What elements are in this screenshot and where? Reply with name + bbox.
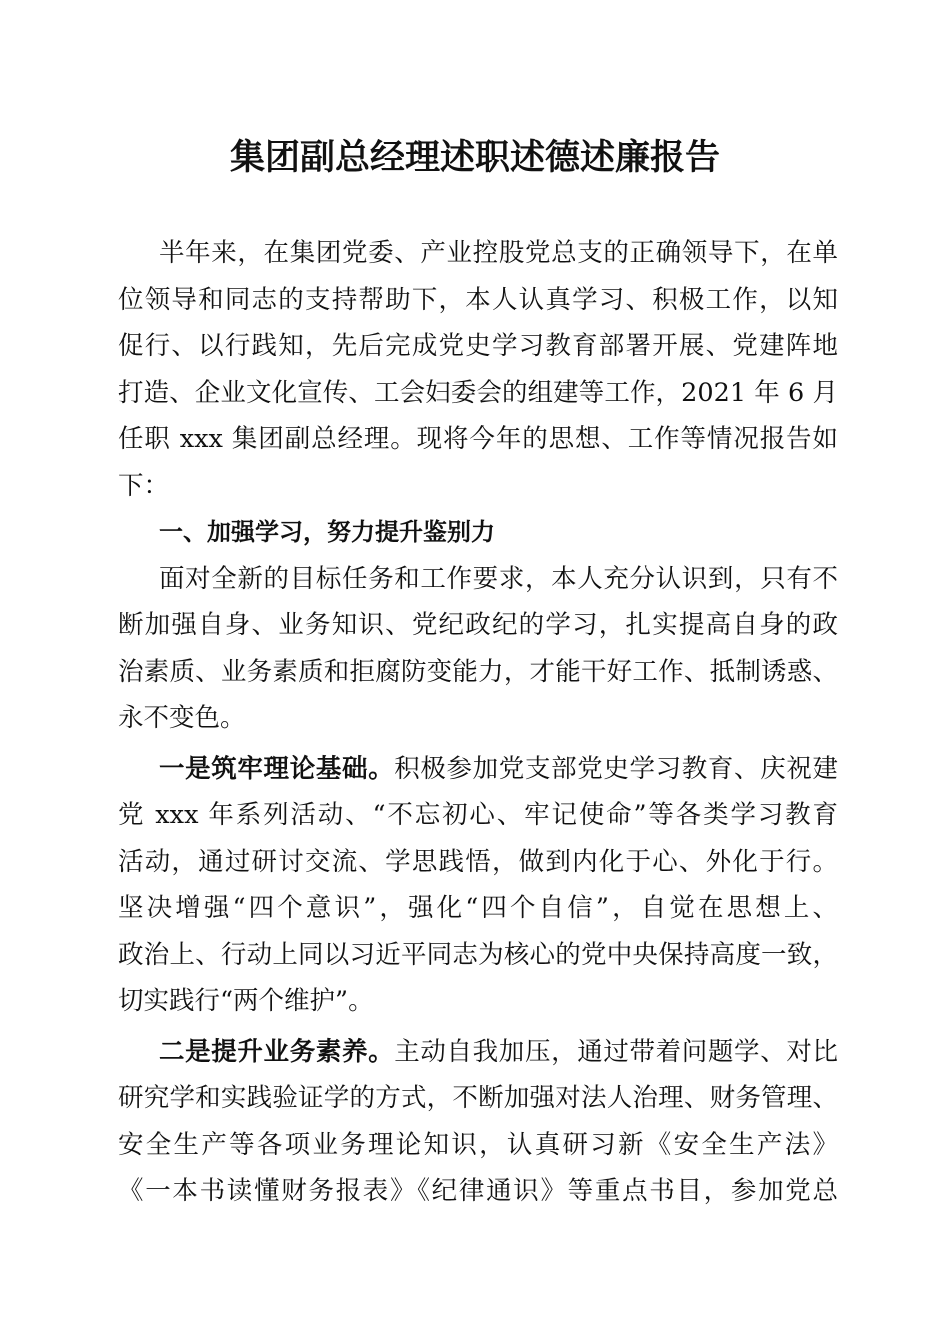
text-line: 政治上、行动上同以习近平同志为核心的党中央保持高度一致， [118,939,838,970]
text-line: 切实践行“两个维护”。 [118,986,374,1016]
paragraph-point-1 [118,746,838,1025]
text-line: 面对全新的目标任务和工作要求，本人充分认识到，只有不 [159,563,838,594]
text-line: 坚决增强“四个意识”，强化“四个自信”，自觉在思想上、 [118,893,838,923]
text-line: 《一本书读懂财务报表》《纪律通识》等重点书目，参加党总 [118,1176,838,1206]
text-line: 治素质、业务素质和拒腐防变能力，才能干好工作、抵制诱惑、 [118,656,838,687]
text-line: 安全生产等各项业务理论知识，认真研习新《安全生产法》 [118,1129,838,1160]
text-line: 党 xxx 年系列活动、“不忘初心、牢记使命”等各类学习教育 [118,800,838,830]
document-body [118,230,838,1215]
text-line: 促行、以行践知，先后完成党史学习教育部署开展、党建阵地 [118,331,838,361]
text-line-rest: 主动自我加压，通过带着问题学、对比 [394,1036,838,1067]
paragraph-intro [118,230,838,509]
text-line: 位领导和同志的支持帮助下，本人认真学习、积极工作，以知 [118,284,838,315]
text-line [118,1029,838,1076]
text-line-rest: 积极参加党支部党史学习教育、庆祝建 [394,753,838,784]
paragraph-section-1-intro [118,556,838,742]
section-heading: 一、加强学习，努力提升鉴别力 [159,518,495,546]
text-line [118,746,838,793]
text-line: 活动，通过研讨交流、学思践悟，做到内化于心、外化于行。 [118,846,838,877]
section-heading-1 [118,509,838,556]
text-line: 下： [118,470,170,501]
text-line: 打造、企业文化宣传、工会妇委会的组建等工作，2021 年 6 月 [118,377,838,408]
paragraph-lead: 二是提升业务素养。 [159,1036,395,1067]
text-line: 研究学和实践验证学的方式，不断加强对法人治理、财务管理、 [118,1083,838,1113]
text-line: 永不变色。 [118,703,246,733]
text-line: 断加强自身、业务知识、党纪政纪的学习，扎实提高自身的政 [118,610,838,640]
text-line: 任职 xxx 集团副总经理。现将今年的思想、工作等情况报告如 [118,424,838,454]
text-line: 半年来，在集团党委、产业控股党总支的正确领导下，在单 [159,238,838,268]
document-title: 集团副总经理述职述德述廉报告 [229,137,720,178]
paragraph-point-2 [118,1029,838,1215]
paragraph-lead: 一是筑牢理论基础。 [159,753,395,784]
